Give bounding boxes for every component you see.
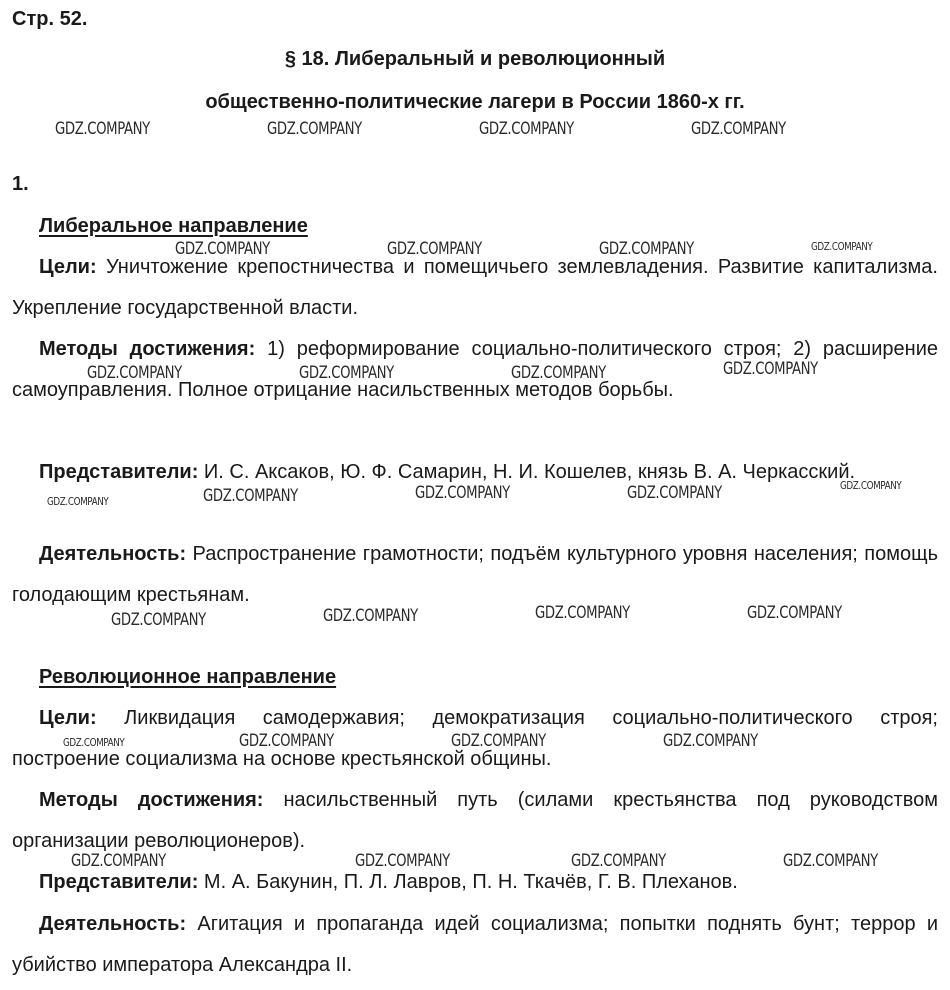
revolutionary-goals-label: Цели: (39, 707, 97, 729)
liberal-reps-label: Представители: (39, 461, 199, 483)
watermark: GDZ.COMPANY (415, 483, 510, 503)
watermark: GDZ.COMPANY (535, 603, 630, 623)
watermark: GDZ.COMPANY (599, 239, 694, 259)
watermark: GDZ.COMPANY (355, 851, 450, 871)
watermark: GDZ.COMPANY (663, 731, 758, 751)
watermark: GDZ.COMPANY (111, 610, 206, 630)
watermark: GDZ.COMPANY (811, 240, 873, 253)
watermark: GDZ.COMPANY (723, 359, 818, 379)
watermark: GDZ.COMPANY (783, 851, 878, 871)
watermark: GDZ.COMPANY (267, 119, 362, 139)
watermark: GDZ.COMPANY (479, 119, 574, 139)
page-number: Стр. 52. (12, 8, 88, 30)
liberal-methods-label: Методы достижения: (39, 338, 256, 360)
liberal-activity-text: Распространение грамотности; подъём культурного уровня населения; помощь голодающим крестьянам. (12, 543, 938, 606)
watermark: GDZ.COMPANY (47, 495, 109, 508)
watermark: GDZ.COMPANY (840, 479, 902, 492)
watermark: GDZ.COMPANY (451, 731, 546, 751)
revolutionary-methods-text: насильственный путь (силами крестьянства под руководством организации революционеров). (12, 789, 938, 852)
liberal-goals-label: Цели: (39, 256, 97, 278)
watermark: GDZ.COMPANY (239, 731, 334, 751)
watermark: GDZ.COMPANY (203, 486, 298, 506)
revolutionary-reps-text: М. А. Бакунин, П. Л. Лавров, П. Н. Ткачёв, Г. В. Плеханов. (198, 871, 738, 893)
watermark: GDZ.COMPANY (323, 606, 418, 626)
watermark: GDZ.COMPANY (299, 363, 394, 383)
section-title-line-1: § 18. Либеральный и революционный (284, 48, 666, 70)
watermark: GDZ.COMPANY (87, 363, 182, 383)
watermark: GDZ.COMPANY (747, 603, 842, 623)
liberal-activity-label: Деятельность: (39, 543, 187, 565)
liberal-heading: Либеральное направление (39, 215, 308, 237)
liberal-reps-text: И. С. Аксаков, Ю. Ф. Самарин, Н. И. Кошелев, князь В. А. Черкасский. (198, 461, 856, 483)
revolutionary-activity (12, 904, 938, 986)
watermark: GDZ.COMPANY (387, 239, 482, 259)
watermark: GDZ.COMPANY (63, 736, 125, 749)
revolutionary-methods-label: Методы достижения: (39, 789, 264, 811)
liberal-goals-text: Уничтожение крепостничества и помещичьего землевладения. Развитие капитализма. Укрепление государственной власти. (12, 256, 938, 319)
question-number: 1. (12, 173, 29, 195)
revolutionary-methods (12, 780, 938, 862)
watermark: GDZ.COMPANY (691, 119, 786, 139)
watermark: GDZ.COMPANY (71, 851, 166, 871)
watermark: GDZ.COMPANY (571, 851, 666, 871)
watermark: GDZ.COMPANY (55, 119, 150, 139)
watermark: GDZ.COMPANY (175, 239, 270, 259)
revolutionary-reps-label: Представители: (39, 871, 199, 893)
watermark: GDZ.COMPANY (627, 483, 722, 503)
revolutionary-goals-text: Ликвидация самодержавия; демократизация социально-политического строя; построение социализма на основе крестьянской общины. (12, 707, 938, 770)
revolutionary-activity-text: Агитация и пропаганда идей социализма; попытки поднять бунт; террор и убийство императора Александра II. (12, 913, 938, 976)
watermark: GDZ.COMPANY (511, 363, 606, 383)
liberal-methods-text: 1) реформирование социально-политического строя; 2) расширение самоуправления. Полное отрицание насильственных методов борьбы. (12, 338, 938, 401)
liberal-goals (12, 247, 938, 329)
section-title-line-2: общественно-политические лагери в России 1860-х гг. (205, 91, 745, 113)
revolutionary-heading: Революционное направление (39, 666, 337, 688)
revolutionary-activity-label: Деятельность: (39, 913, 187, 935)
